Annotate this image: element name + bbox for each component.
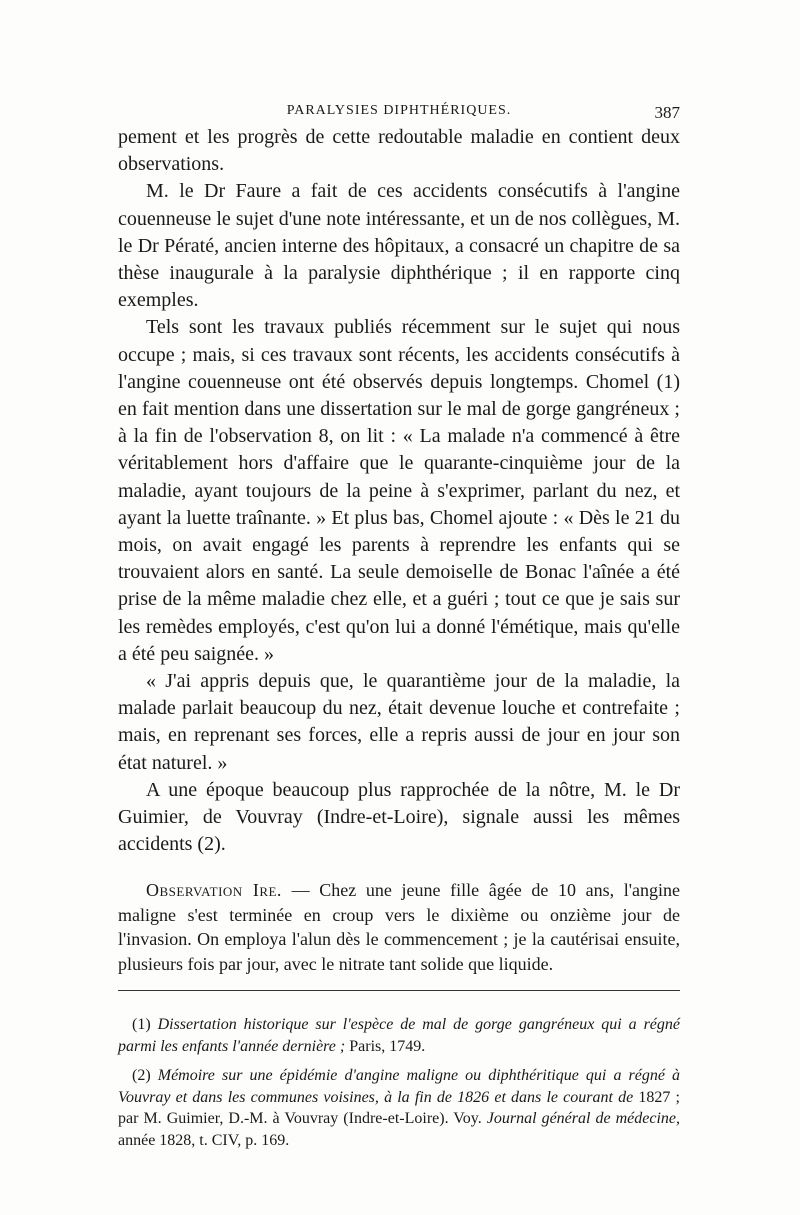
paragraph-chomel: Tels sont les travaux publiés récemment sur le sujet qui nous occupe ; mais, si ces travaux sont récents, les accidents consécutifs à l'angine couenneuse ont été observés depuis longtemps. Chomel (1) en fait mention dans une dissertation sur le mal de gorge gangréneux ; à la fin de l'observation 8, on lit : « La malade n'a commencé à être véritablement hors d'affaire que le quarante-cinquième jour de la maladie, ayant toujours de la peine à s'exprimer, parlant du nez, et ayant la luette traînante. » Et plus bas, Chomel ajoute : « Dès le 21 du mois, on avait engagé les parents à reprendre les enfants qui se trouvaient alors en santé. La seule demoiselle de Bonac l'aînée a été prise de la même maladie chez elle, et a guéri ; tout ce que je sais sur les remèdes employés, c'est qu'on lui a donné l'émétique, mais qu'elle a été peu saignée. » bbox=[118, 316, 680, 665]
footnote-1 bbox=[118, 1014, 680, 1057]
observation-label: Observation Ire. bbox=[146, 880, 282, 900]
footnote-title: Mémoire sur une épidémie d'angine maligne ou diphthéritique qui a régné à Vouvray et dans les communes voisines, à la fin de 1826 et dans le courant de bbox=[118, 1067, 681, 1106]
footnotes bbox=[118, 1014, 680, 1159]
footnote-source: 1827 ; par M. Guimier, D.-M. à Vouvray (Indre-et-Loire). Voy. bbox=[118, 1088, 680, 1127]
paragraph-quote: « J'ai appris depuis que, le quarantième jour de la maladie, la malade parlait beaucoup du nez, était devenue louche et contrefaite ; mais, en reprenant ses forces, elle a repris aussi de jour en jour son état naturel. » bbox=[118, 670, 680, 774]
running-head bbox=[118, 103, 680, 125]
footnote-marker: (2) bbox=[132, 1067, 151, 1084]
observation-text: — Chez une jeune fille âgée de 10 ans, l'angine maligne s'est terminée en croup vers le dixième ou onzième jour de l'invasion. On employa l'alun dès le commencement ; je la cautérisai ensuite, plusieurs fois par jour, avec le nitrate tant solide que liquide. bbox=[118, 880, 680, 974]
page-number: 387 bbox=[654, 103, 680, 122]
footnote-2 bbox=[118, 1065, 680, 1151]
running-title: PARALYSIES DIPHTHÉRIQUES. bbox=[286, 103, 512, 118]
observation-paragraph bbox=[118, 878, 680, 976]
footnote-title: Dissertation historique sur l'espèce de mal de gorge gangréneux qui a régné parmi les enfants l'année dernière ; bbox=[118, 1016, 680, 1055]
body-text bbox=[118, 124, 680, 858]
footnote-rule bbox=[118, 990, 680, 991]
paragraph-guimier: A une époque beaucoup plus rapprochée de la nôtre, M. le Dr Guimier, de Vouvray (Indre-et-Loire), signale aussi les mêmes accidents (2). bbox=[118, 778, 680, 856]
footnote-marker: (1) bbox=[132, 1016, 151, 1033]
footnote-source: Paris, 1749. bbox=[345, 1037, 426, 1055]
footnote-journal: Journal général de médecine, bbox=[486, 1110, 681, 1127]
paragraph-continuation: pement et les progrès de cette redoutable maladie en contient deux observations. bbox=[118, 126, 680, 176]
paragraph-faure: M. le Dr Faure a fait de ces accidents consécutifs à l'angine couenneuse le sujet d'une note intéressante, et un de nos collègues, M. le Dr Pératé, ancien interne des hôpitaux, a consacré un chapitre de sa thèse inaugurale à la paralysie diphthérique ; il en rapporte cinq exemples. bbox=[118, 180, 680, 312]
footnote-citation: année 1828, t. CIV, p. 169. bbox=[118, 1131, 290, 1149]
